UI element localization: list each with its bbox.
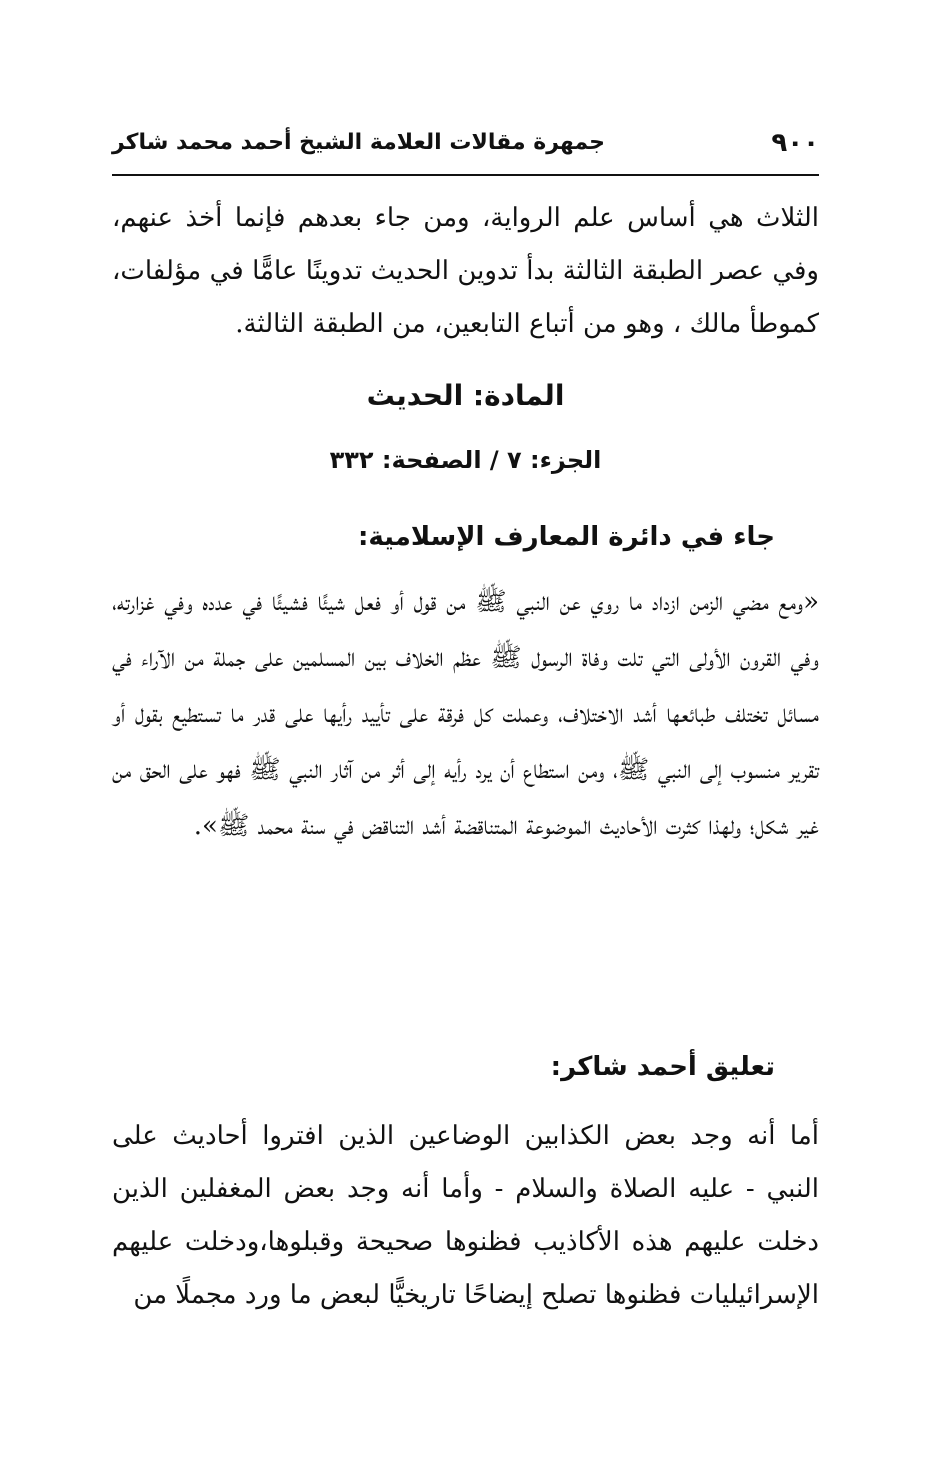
volume-page-reference: الجزء: ٧ / الصفحة: ٣٣٢ [329, 446, 602, 474]
commentary-paragraph: أما أنه وجد بعض الكذابين الوضاعين الذين افتروا أحاديث على النبي - عليه الصلاة والسلام - وأما أنه وجد بعض المغفلين الذين دخلت عليهم هذه الأكاذيب فظنوها صحيحة وقبلوها،ودخلت عليهم الإسرائيليات فظنوها تصلح إيضاحًا تاريخيًّا لبعض ما ورد مجملًا من [103, 1121, 819, 1310]
running-title: جمهرة مقالات العلامة الشيخ أحمد محمد شاكر [112, 130, 606, 155]
subject-heading: المادة: الحديث [366, 379, 565, 412]
page-header [112, 128, 819, 168]
encyclopedia-quote: «ومع مضي الزمن ازداد ما روي عن النبي ﷺ من قول أو فعل شيئًا فشيئًا في عدده وفي غزارته، وفي القرون الأولى التي تلت وفاة الرسول ﷺ عظم الخلاف بين المسلمين على جملة من الآراء في مسائل تختلف طبائعها أشد الاختلاف، وعملت كل فرقة على تأييد رأيها على قدر ما تستطيع بقول أو تقرير منسوب إلى النبي ﷺ، ومن استطاع أن يرد رأيه إلى أثر من آثار النبي ﷺ فهو على الحق من غير شكل؛ ولهذا كثرت الأحاديث الموضوعة المتناقضة أشد التناقض في سنة محمد ﷺ». [103, 587, 819, 841]
page-number: ٩٠٠ [771, 128, 819, 158]
header-rule [112, 174, 819, 176]
commentary-heading: تعليق أحمد شاكر: [550, 1052, 775, 1082]
opening-paragraph: الثلاث هي أساس علم الرواية، ومن جاء بعدهم فإنما أخذ عنهم، وفي عصر الطبقة الثالثة بدأ تدوين الحديث تدوينًا عامًّا في مؤلفات، كموطأ مالك ، وهو من أتباع التابعين، من الطبقة الثالثة. [103, 203, 819, 339]
source-heading: جاء في دائرة المعارف الإسلامية: [357, 522, 775, 552]
